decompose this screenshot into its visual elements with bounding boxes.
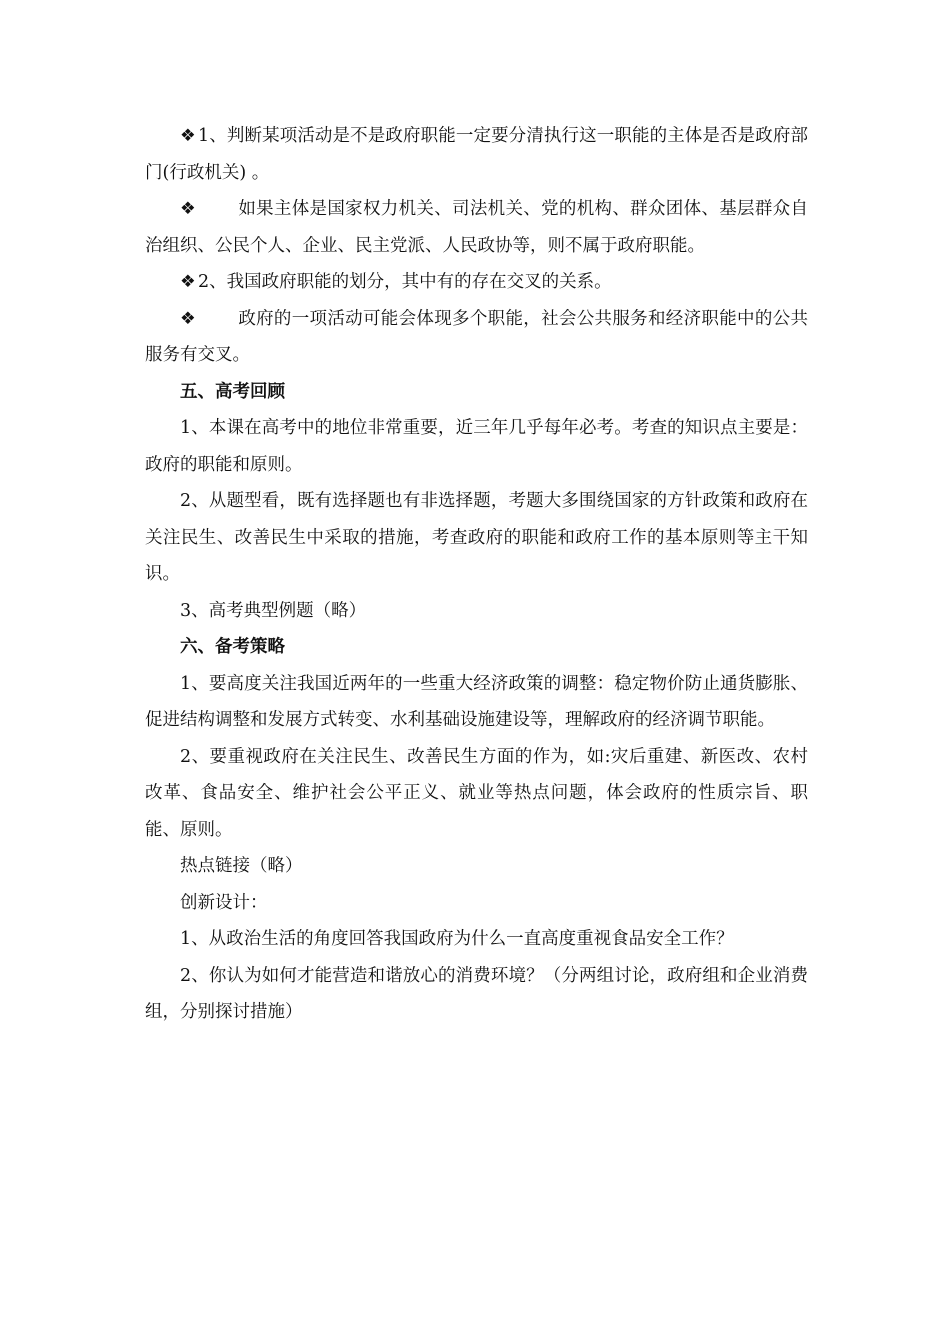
strategy-item-1: 1、要高度关注我国近两年的一些重大经济政策的调整：稳定物价防止通货膨胀、促进结构调整和发展方式转变、水利基础设施建设等，理解政府的经济调节职能。 [145,673,808,730]
diamond-bullet-icon: ❖ [180,199,196,219]
diamond-bullet-icon: ❖ [180,272,196,292]
section-heading-strategy: 六、备考策略 [180,637,285,657]
innovation-item-2: 2、你认为如何才能营造和谐放心的消费环境？（分两组讨论，政府组和企业消费组，分别探讨措施） [145,965,808,1022]
strategy-item-2: 2、要重视政府在关注民生、改善民生方面的作为，如:灾后重建、新医改、农村改革、食品安全、维护社会公平正义、就业等热点问题，体会政府的性质宗旨、职能、原则。 [145,746,808,840]
innovation-item-1: 1、从政治生活的角度回答我国政府为什么一直高度重视食品安全工作？ [180,929,734,949]
diamond-bullet-icon: ❖ [180,126,196,146]
review-item-2: 2、从题型看，既有选择题也有非选择题，考题大多围绕国家的方针政策和政府在关注民生、改善民生中采取的措施，考查政府的职能和政府工作的基本原则等主干知识。 [145,491,808,584]
paragraph-text: 政府的一项活动可能会体现多个职能，社会公共服务和经济职能中的公共服务有交叉。 [145,308,808,365]
bullet-paragraph-1 [145,118,808,191]
section-heading-review: 五、高考回顾 [180,381,285,402]
bullet-paragraph-4 [145,301,808,374]
review-item-1: 1、本课在高考中的地位非常重要，近三年几乎每年必考。考查的知识点主要是：政府的职能和原则。 [145,418,808,475]
review-item-3: 3、高考典型例题（略） [180,600,367,621]
diamond-bullet-icon: ❖ [180,308,196,329]
innovation-label: 创新设计： [180,892,268,913]
paragraph-text: 2、我国政府职能的划分，其中有的存在交叉的关系。 [198,272,612,292]
bullet-paragraph-3 [145,264,808,301]
paragraph-text: 如果主体是国家权力机关、司法机关、党的机构、群众团体、基层群众自治组织、公民个人、企业、民主党派、人民政协等，则不属于政府职能。 [145,199,808,256]
bullet-paragraph-2 [145,191,808,264]
hotspot-link-line: 热点链接（略） [180,856,303,876]
paragraph-text: 1、判断某项活动是不是政府职能一定要分清执行这一职能的主体是否是政府部门(行政机关) 。 [145,126,808,183]
document-page [145,118,808,1031]
